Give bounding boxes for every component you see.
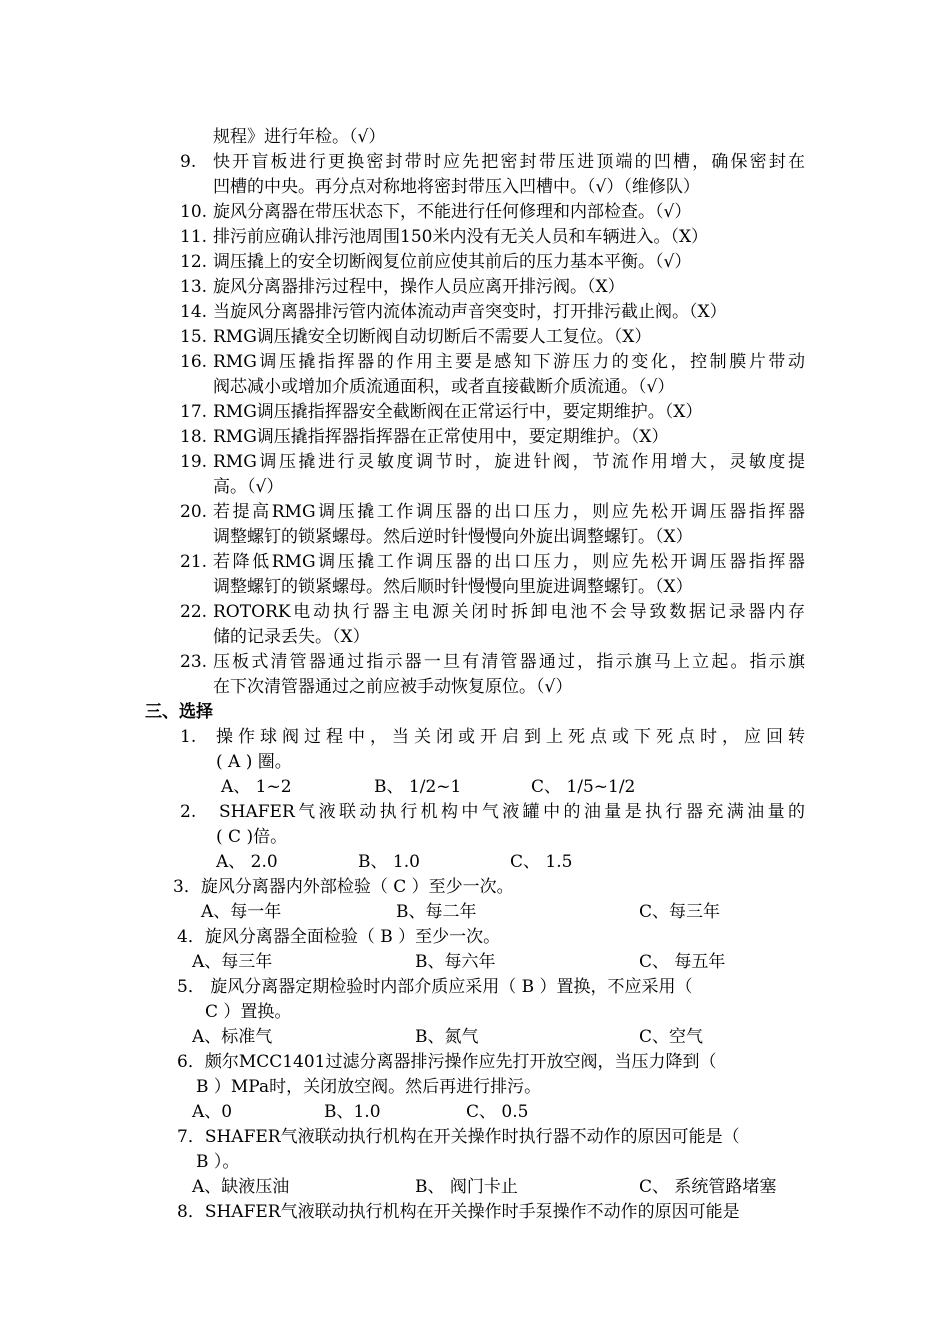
tf-item-text: 排污前应确认排污池周围150米内没有无关人员和车辆进入。（X）: [213, 227, 709, 247]
tf-item-number: 12.: [180, 252, 208, 272]
tf-item-text-cont: 凹槽的中央。再分点对称地将密封带压入凹槽中。（√）（维修队）: [213, 177, 700, 197]
tf-item-text-cont: 阀芯减小或增加介质流通面积，或者直接截断介质流通。（√）: [213, 377, 675, 397]
tf-item-text-cont: 调整螺钉的锁紧螺母。然后逆时针慢慢向外旋出调整螺钉。（X）: [213, 527, 693, 547]
tf-item-text: 旋风分离器排污过程中，操作人员应离开排污阀。（X）: [213, 277, 625, 297]
mc-option-a: A、缺液压油: [192, 1177, 290, 1197]
mc-option-c: C、每三年: [639, 902, 721, 922]
tf-item-text: 若提高RMG调压撬工作调压器的出口压力，则应先松开调压器指挥器: [213, 502, 805, 522]
mc-option-b: B、氮气: [415, 1027, 479, 1047]
mc-question-text: 6．颇尔MCC1401过滤分离器排污操作应先打开放空阀，当压力降到（: [177, 1052, 717, 1072]
mc-option-b: B、 1.0: [358, 852, 420, 872]
tf-item-number: 9.: [180, 152, 197, 172]
tf-item-text: RMG调压撬进行灵敏度调节时，旋进针阀，节流作用增大，灵敏度提: [213, 452, 805, 472]
tf-item-number: 10.: [180, 202, 208, 222]
mc-option-c: C、 0.5: [466, 1102, 529, 1122]
mc-option-c: C、 1/5~1/2: [531, 777, 636, 797]
tf-item-number: 23.: [180, 652, 208, 672]
tf-item-text: 压板式清管器通过指示器一旦有清管器通过，指示旗马上立起。指示旗: [213, 652, 805, 672]
tf-item-number: 18.: [180, 427, 208, 447]
section-heading-choice: 三、选择: [145, 702, 213, 722]
mc-option-a: A、每三年: [192, 952, 273, 972]
mc-question-number: 1.: [180, 727, 197, 747]
mc-option-c: C、 系统管路堵塞: [639, 1177, 777, 1197]
mc-question-text: 3．旋风分离器内外部检验（ C ）至少一次。: [173, 877, 514, 897]
tf-item-text: RMG调压撬指挥器指挥器在正常使用中，要定期维护。（X）: [213, 427, 669, 447]
mc-option-a: A、 1~2: [221, 777, 292, 797]
mc-question-text: SHAFER气液联动执行机构中气液罐中的油量是执行器充满油量的: [219, 802, 805, 822]
mc-option-b: B、 阀门卡止: [415, 1177, 518, 1197]
mc-option-c: C、 每五年: [639, 952, 726, 972]
tf-item-text: 若降低RMG调压撬工作调压器的出口压力，则应先松开调压器指挥器: [213, 552, 805, 572]
mc-option-a: A、0: [192, 1102, 233, 1122]
tf-item-text: 当旋风分离器排污管内流体流动声音突变时，打开排污截止阀。（X）: [213, 302, 727, 322]
mc-question-text-cont: ( C )倍。: [216, 827, 288, 847]
mc-option-c: C、空气: [639, 1027, 704, 1047]
tf-item-number: 16.: [180, 352, 208, 372]
mc-option-b: B、每六年: [415, 952, 496, 972]
tf-item-text-cont: 储的记录丢失。（X）: [213, 627, 370, 647]
mc-option-b: B、 1/2~1: [374, 777, 462, 797]
tf-item-number: 19.: [180, 452, 208, 472]
tf-item-text: 旋风分离器在带压状态下，不能进行任何修理和内部检查。（√）: [213, 202, 692, 222]
mc-option-b: B、每二年: [396, 902, 477, 922]
tf-item-text-cont: 在下次清管器通过之前应被手动恢复原位。（√）: [213, 677, 573, 697]
tf-item-number: 20.: [180, 502, 208, 522]
tf-item-number: 11.: [180, 227, 208, 247]
mc-question-text: 7．SHAFER气液联动执行机构在开关操作时执行器不动作的原因可能是（: [177, 1127, 740, 1147]
mc-question-text: 4．旋风分离器全面检验（ B ）至少一次。: [177, 927, 501, 947]
tf-item-number: 15.: [180, 327, 208, 347]
mc-option-a: A、标准气: [192, 1027, 273, 1047]
mc-question-text: 5． 旋风分离器定期检验时内部介质应采用（ B ）置换，不应采用（: [177, 977, 693, 997]
tf-item-number: 13.: [180, 277, 208, 297]
mc-question-text-cont: C ）置换。: [205, 1002, 292, 1022]
tf-item-number: 21.: [180, 552, 208, 572]
tf-item-text-cont: 高。（√）: [213, 477, 284, 497]
mc-option-c: C、 1.5: [510, 852, 573, 872]
mc-option-a: A、每一年: [201, 902, 282, 922]
tf-item-text-cont: 调整螺钉的锁紧螺母。然后顺时针慢慢向里旋进调整螺钉。（X）: [213, 577, 693, 597]
tf-continuation-line: 规程》进行年检。（√）: [213, 127, 386, 147]
tf-item-number: 17.: [180, 402, 208, 422]
tf-item-number: 22.: [180, 602, 208, 622]
tf-item-text: RMG调压撬安全切断阀自动切断后不需要人工复位。（X）: [213, 327, 652, 347]
mc-option-b: B、1.0: [324, 1102, 381, 1122]
tf-item-text: 快开盲板进行更换密封带时应先把密封带压进顶端的凹槽，确保密封在: [213, 152, 805, 172]
tf-item-text: ROTORK电动执行器主电源关闭时拆卸电池不会导致数据记录器内存: [213, 602, 805, 622]
mc-question-text-cont: ( A ) 圈。: [216, 752, 292, 772]
tf-item-text: RMG调压撬指挥器安全截断阀在正常运行中，要定期维护。（X）: [213, 402, 703, 422]
tf-item-number: 14.: [180, 302, 208, 322]
mc-question-text: 8．SHAFER气液联动执行机构在开关操作时手泵操作不动作的原因可能是: [177, 1202, 740, 1222]
mc-question-text: 操作球阀过程中，当关闭或开启到上死点或下死点时，应回转: [216, 727, 805, 747]
mc-question-number: 2.: [180, 802, 197, 822]
mc-option-a: A、 2.0: [216, 852, 278, 872]
tf-item-text: 调压撬上的安全切断阀复位前应使其前后的压力基本平衡。（√）: [213, 252, 692, 272]
tf-item-text: RMG调压撬指挥器的作用主要是感知下游压力的变化，控制膜片带动: [213, 352, 805, 372]
mc-question-text-cont: B ）。: [196, 1152, 240, 1172]
mc-question-text-cont: B ）MPa时，关闭放空阀。然后再进行排污。: [196, 1077, 542, 1097]
